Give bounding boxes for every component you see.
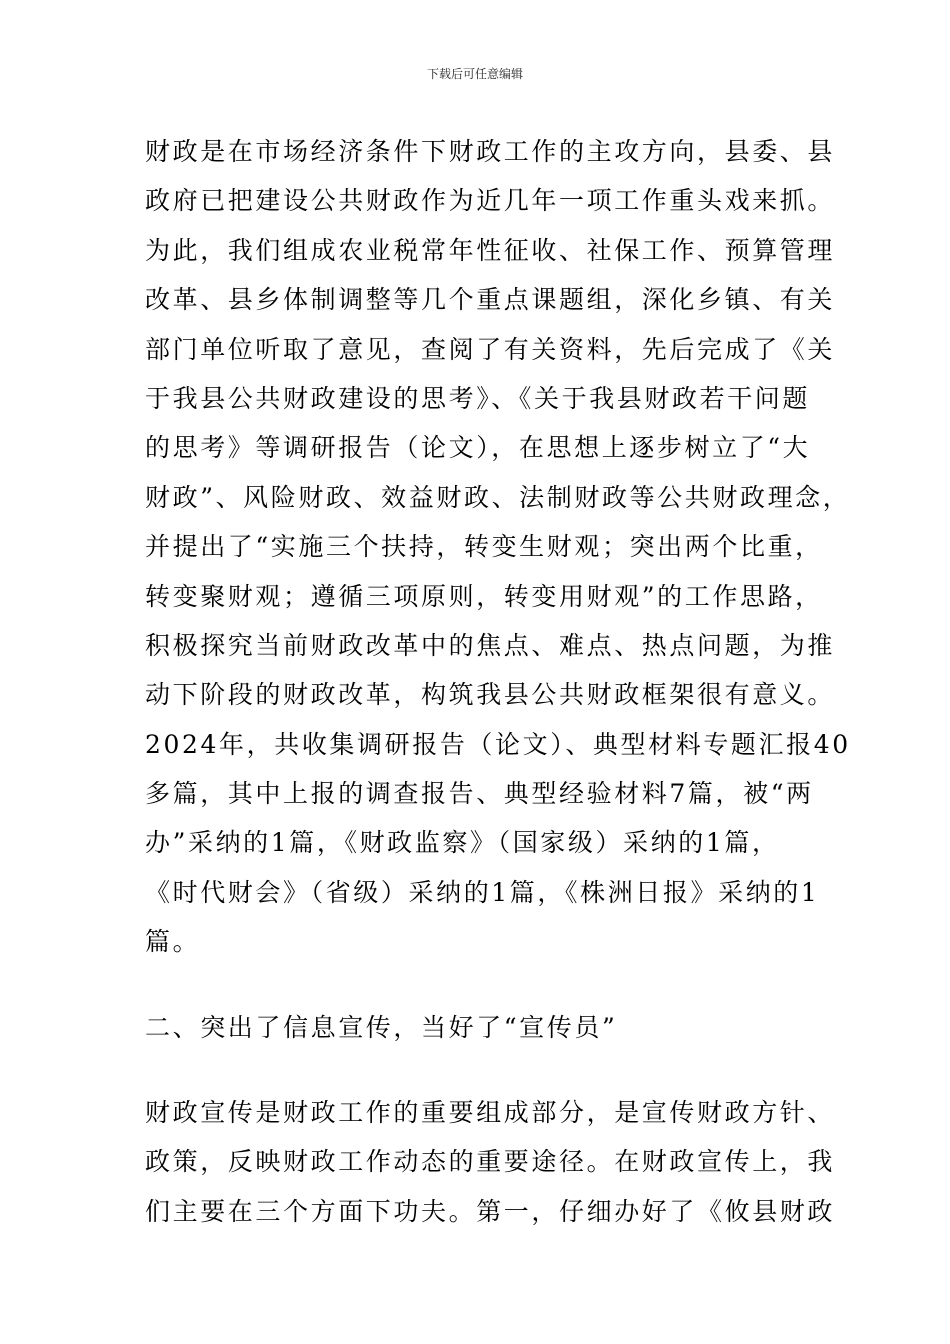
page-header-note: 下载后可任意编辑	[426, 67, 523, 81]
paragraph-line: 财政”、风险财政、效益财政、法制财政等公共财政理念，	[145, 482, 851, 512]
paragraph-research	[145, 127, 851, 967]
paragraph-line: 财政是在市场经济条件下财政工作的主攻方向，县委、县	[145, 137, 836, 166]
paragraph-line: 办”采纳的1篇，《财政监察》（国家级）采纳的1篇，	[145, 828, 780, 858]
paragraph-gap	[145, 1052, 805, 1088]
paragraph-line: 为此，我们组成农业税常年性征收、社保工作、预算管理	[145, 235, 836, 265]
paragraph-line: 部门单位听取了意见，查阅了有关资料，先后完成了《关	[145, 334, 836, 364]
paragraph-publicity	[145, 1088, 836, 1236]
paragraph-line: 多篇，其中上报的调查报告、典型经验材料7篇，被“两	[145, 779, 814, 809]
paragraph-line: 财政宣传是财政工作的重要组成部分，是宣传财政方针、	[145, 1098, 836, 1128]
paragraph-line: 动下阶段的财政改革，构筑我县公共财政框架很有意义。	[145, 680, 836, 710]
section-heading: 二、突出了信息宣传，当好了“宣传员”	[145, 1012, 618, 1042]
paragraph-line: 于我县公共财政建设的思考》、《关于我县财政若干问题	[145, 383, 811, 413]
paragraph-line: 篇。	[145, 927, 201, 957]
paragraph-line: 政府已把建设公共财政作为近几年一项工作重头戏来抓。	[145, 186, 836, 216]
paragraph-line: 2024年，共收集调研报告（论文）、典型材料专题汇报40	[145, 729, 851, 759]
document-body	[145, 127, 851, 1236]
paragraph-line: 《时代财会》（省级）采纳的1篇，《株洲日报》采纳的1	[145, 877, 820, 907]
paragraph-line: 的思考》等调研报告（论文），在思想上逐步树立了“大	[145, 433, 811, 463]
paragraph-line: 并提出了“实施三个扶持，转变生财观；突出两个比重，	[145, 532, 823, 562]
paragraph-line: 积极探究当前财政改革中的焦点、难点、热点问题，为推	[145, 630, 836, 660]
paragraph-line: 转变聚财观；遵循三项原则，转变用财观”的工作思路，	[145, 581, 823, 611]
paragraph-gap	[145, 967, 805, 1003]
paragraph-line: 政策，反映财政工作动态的重要途径。在财政宣传上，我	[145, 1147, 836, 1177]
paragraph-line: 改革、县乡体制调整等几个重点课题组，深化乡镇、有关	[145, 285, 836, 315]
paragraph-line: 们主要在三个方面下功夫。第一，仔细办好了《攸县财政	[145, 1196, 836, 1226]
